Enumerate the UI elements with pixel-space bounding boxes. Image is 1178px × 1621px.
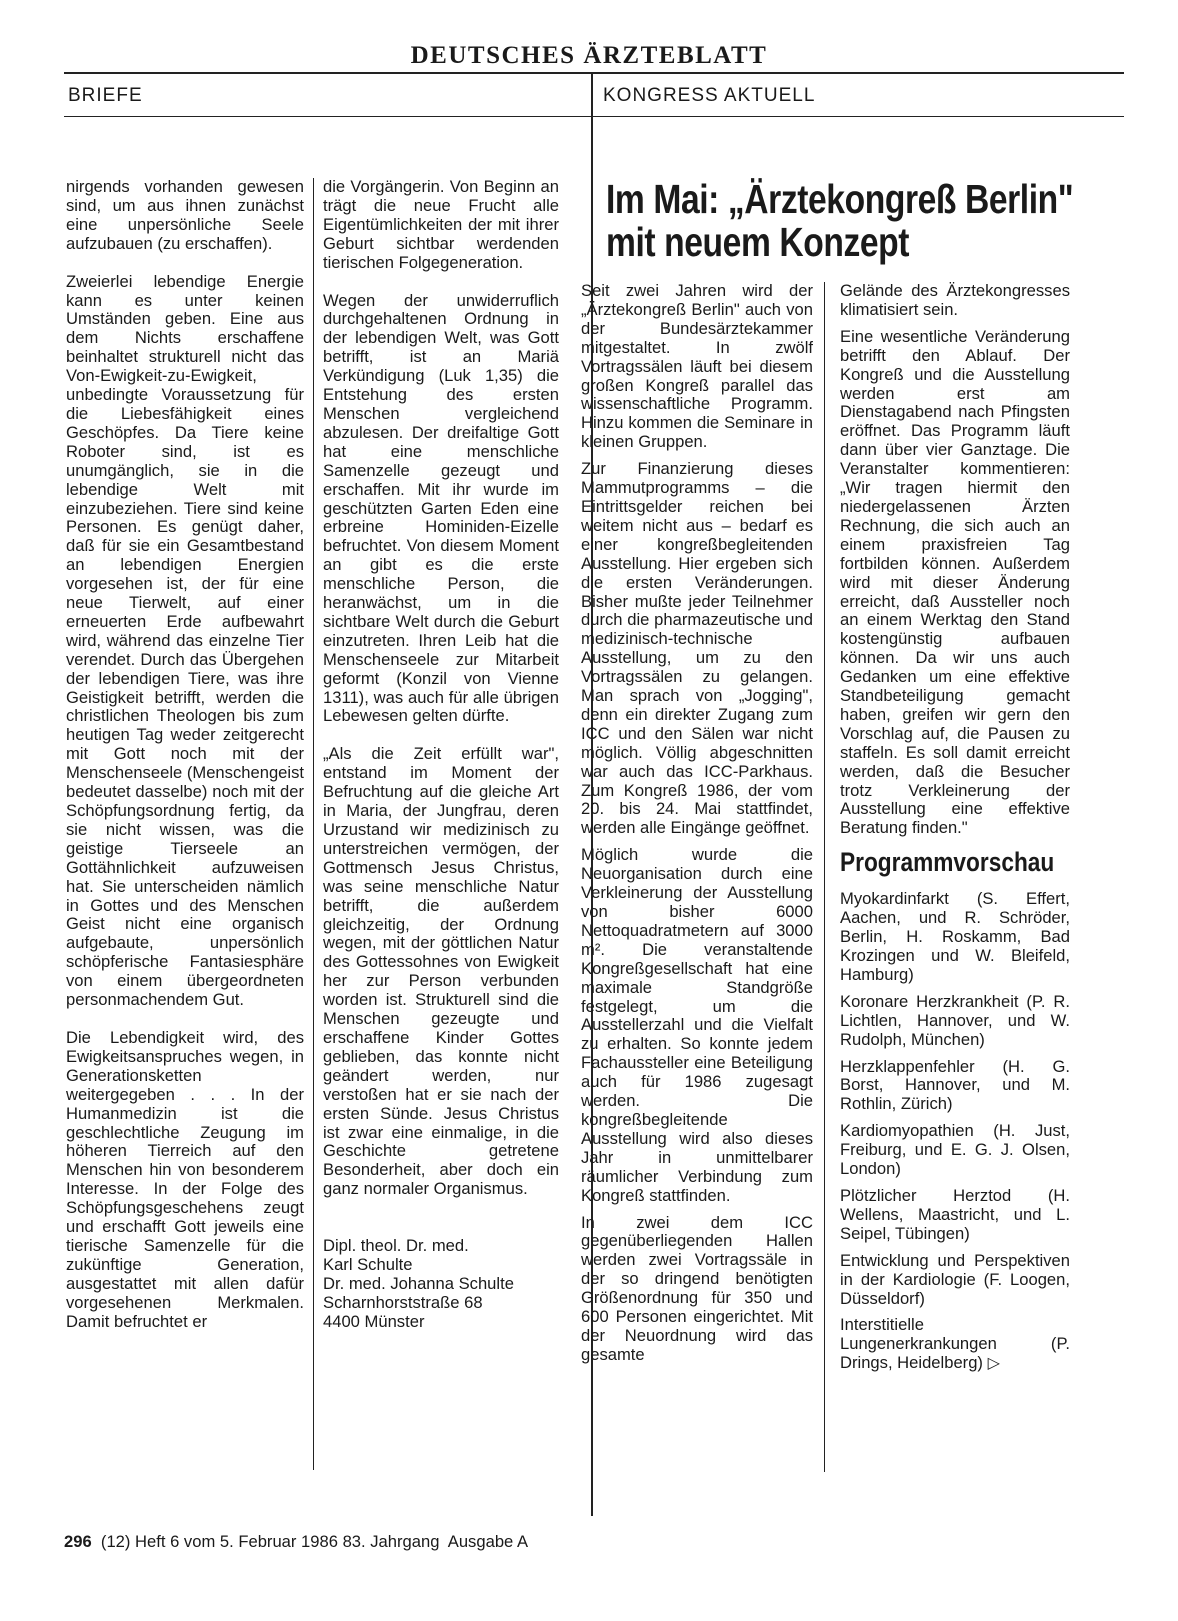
paragraph: In zwei dem ICC gegenüberliegenden Hallen werden zwei Vortragssäle in der so dringend benötigten Größenordnung für 350 und 600 Personen eingerichtet. Mit der Neuordnung wird das gesamte bbox=[581, 1212, 813, 1364]
program-item: Kardiomyopathien (H. Just, Freiburg, und E. G. J. Olsen, London) bbox=[840, 1121, 1070, 1179]
paragraph: Seit zwei Jahren wird der „Ärztekongreß Berlin" auch von der Bundesärztekammer mitgestaltet. In zwölf Vortragssälen läuft bei diesem großen Kongreß parallel das wissenschaftliche Programm. Hinzu kommen die Seminare in kleinen Gruppen. bbox=[581, 281, 813, 452]
program-item: Herzklappenfehler (H. G. Borst, Hannover, und M. Rothlin, Zürich) bbox=[840, 1056, 1070, 1114]
masthead-rule bbox=[64, 72, 1124, 74]
issue-info: (12) Heft 6 vom 5. Februar 1986 83. Jahrgang bbox=[100, 1532, 440, 1551]
page-footer bbox=[64, 1532, 528, 1552]
continue-arrow-icon: ▷ bbox=[987, 1355, 1000, 1373]
paragraph: Möglich wurde die Neuorganisation durch eine Verkleinerung der Ausstellung von bisher 6000 Nettoquadratmetern auf 3000 m². Die veranstaltende Kongreßgesellschaft hat eine maximale Standgröße festgelegt, um die Ausstellerzahl und die Vielfalt zu erhalten. So konnte jedem Fachaussteller eine Beteiligung auch für 1986 zugesagt werden. Die kongreßbegleitende Ausstellung wird also dieses Jahr in unmittelbarer räumlicher Verbindung zum Kongreß stattfinden. bbox=[581, 845, 813, 1205]
paragraph: Zur Finanzierung dieses Mammutprogramms – die Eintrittsgelder reichen bei weitem nicht aus – bedarf es einer kongreßbegleitenden Ausstellung. Hier ergeben sich die ersten Veränderungen. Bisher mußte jeder Teilnehmer durch die pharmazeutische und medizinisch-technische Ausstellung, um zu den Vortragssälen zu gelangen. Man sprach von „Jogging", denn ein direkter Zugang zum ICC und den Sälen war nicht möglich. Völlig abgeschnitten war auch das ICC-Parkhaus. Zum Kongreß 1986, der vom 20. bis 24. Mai stattfindet, werden alle Eingänge geöffnet. bbox=[581, 459, 813, 838]
letter-column-1 bbox=[66, 178, 304, 1350]
masthead: DEUTSCHES ÄRZTEBLATT bbox=[410, 42, 768, 69]
article-headline bbox=[606, 178, 1126, 264]
program-item-text: Interstitielle Lungenerkrankungen (P. Drings, Heidelberg) bbox=[840, 1315, 1070, 1373]
signature bbox=[323, 1237, 559, 1332]
letter-column-2 bbox=[323, 178, 559, 1332]
paragraph: nirgends vorhanden gewesen sind, um aus ihnen zunächst eine unpersönliche Seele aufzubauen (zu erschaffen). bbox=[66, 177, 304, 253]
paragraph: Eine wesentliche Veränderung betrifft den Ablauf. Der Kongreß und die Ausstellung werden erst am Dienstagabend nach Pfingsten eröffnet. Das Programm läuft dann über vier Ganztage. Die Veranstalter kommentieren: „Wir tragen hiermit den niedergelassenen Ärzten Rechnung, die sich auch an einem praxisfreien Tag fortbilden können. Außerdem wird mit dieser Änderung erreicht, daß Aussteller noch an einem Werktag den Stand kostengünstig aufbauen können. Da wir uns auch Gedanken um eine effektive Standbeteiligung gemacht haben, greifen wir gern den Vorschlag auf, die Pausen zu staffeln. Es soll damit erreicht werden, daß die Besucher trotz Verkleinerung der Ausstellung eine effektive Beratung finden." bbox=[840, 326, 1070, 838]
page-number: 296 bbox=[64, 1532, 92, 1551]
paragraph: „Als die Zeit erfüllt war", entstand im Moment der Befruchtung auf die gleiche Art in Maria, der Jungfrau, deren Urzustand wir medizinisch zu unterstreichen vermögen, der Gottmensch Jesus Christus, was seine menschliche Natur betrifft, die außerdem gleichzeitig, der Ordnung wegen, mit der göttlichen Natur des Gottessohnes von Ewigkeit her zur Person verbunden worden ist. Strukturell sind die Menschen gezeugte und erschaffene Kinder Gottes geblieben, das konnte nicht geändert werden, nur verstoßen hat er sie nach der ersten Sünde. Jesus Christus ist zwar eine einmalige, in die Geschichte getretene Besonderheit, aber doch ein ganz normaler Organismus. bbox=[323, 744, 559, 1199]
signature-line: Karl Schulte bbox=[323, 1255, 413, 1275]
paragraph: die Vorgängerin. Von Beginn an trägt die neue Frucht alle Eigentümlichkeiten der mit ihrer Geburt sichtbar werdenden tierischen Folgegeneration. bbox=[323, 177, 559, 272]
program-item: Plötzlicher Herztod (H. Wellens, Maastricht, und L. Seipel, Tübingen) bbox=[840, 1185, 1070, 1243]
paragraph: Die Lebendigkeit wird, des Ewigkeitsanspruches wegen, in Generationsketten weitergegeben . . . In der Humanmedizin ist die geschlechtliche Zeugung im höheren Tierreich auf den Menschen hin von besonderem Interesse. In der Folge des Schöpfungsgeschehens zeugt und erschafft Gott jeweils eine tierische Samenzelle für die zukünftige Generation, ausgestattet mit allen dafür vorgesehenen Merkmalen. Damit befruchtet er bbox=[66, 1027, 304, 1331]
section-label-congress: KONGRESS AKTUELL bbox=[603, 85, 816, 106]
paragraph: Gelände des Ärztekongresses klimatisiert sein. bbox=[840, 281, 1070, 319]
program-item: Koronare Herzkrankheit (P. R. Lichtlen, Hannover, und W. Rudolph, München) bbox=[840, 991, 1070, 1049]
section-rule bbox=[64, 116, 1124, 117]
column-divider bbox=[824, 282, 825, 1472]
headline-line: mit neuem Konzept bbox=[606, 219, 910, 265]
signature-line: Scharnhorststraße 68 bbox=[323, 1292, 483, 1312]
headline-line: Im Mai: „Ärztekongreß Berlin" bbox=[606, 176, 1074, 222]
paragraph: Wegen der unwiderruflich durchgehaltenen Ordnung in der lebendigen Welt, was Gott betrifft, ist an Mariä Verkündigung (Luk 1,35) die Entstehung des ersten Menschen vergleichend abzulesen. Der dreifaltige Gott hat eine menschliche Samenzelle gezeugt und erschaffen. Mit ihr wurde im geschützten Garten Eden eine erbreine Hominiden-Eizelle befruchtet. Von diesem Moment an gibt es die erste menschliche Person, die heranwächst, um in die sichtbare Welt durch die Geburt einzutreten. Ihren Leib hat die Menschenseele zur Mitarbeit geformt (Konzil von Vienne 1311), was auch für alle übrigen Lebewesen gelten dürfte. bbox=[323, 290, 559, 726]
signature-line: 4400 Münster bbox=[323, 1311, 425, 1331]
section-label-letters: BRIEFE bbox=[68, 85, 143, 106]
edition-label: Ausgabe A bbox=[447, 1532, 529, 1551]
program-item bbox=[840, 1316, 1070, 1374]
program-heading: Programmvorschau bbox=[840, 847, 1055, 878]
article-column-1 bbox=[581, 282, 813, 1373]
paragraph: Zweierlei lebendige Energie kann es unter keinen Umständen geben. Eine aus dem Nichts erschaffene beinhaltet strukturell nicht das Von-Ewigkeit-zu-Ewigkeit, unbedingte Voraussetzung für die Liebesfähigkeit eines Geschöpfes. Da Tiere keine Roboter sind, ist es unumgänglich, sie in die lebendige Welt mit einzubeziehen. Tiere sind keine Personen. Es genügt daher, daß für sie ein Gesamtbestand an lebendigen Energien vorgesehen ist, der für eine neue Tierwelt, auf einer erneuerten Erde aufbewahrt wird, während das einzelne Tier verendet. Durch das Übergehen der lebendigen Tiere, was ihre Geistigkeit betrifft, werden die christlichen Theologen bis zum heutigen Tag weder zeitgerecht mit Gott noch mit der Menschenseele (Menschengeist bedeutet dasselbe) noch mit der Schöpfungsordnung fertig, da sie nicht wissen, was die geistige Tierseele an Gottähnlichkeit aufzuweisen hat. Sie unterscheiden nämlich in Gottes und des Menschen Geist nicht eine organisch aufgebaute, unpersönlich schöpferische Fantasiesphäre von einem übergeordneten personmachendem Gut. bbox=[66, 271, 304, 1010]
program-item: Myokardinfarkt (S. Effert, Aachen, und R. Schröder, Berlin, H. Roskamm, Bad Krozingen und W. Bleifeld, Hamburg) bbox=[840, 889, 1070, 984]
column-divider bbox=[313, 178, 314, 1470]
article-column-2 bbox=[840, 282, 1070, 1374]
program-item: Entwicklung und Perspektiven in der Kardiologie (F. Loogen, Düsseldorf) bbox=[840, 1250, 1070, 1308]
signature-line: Dipl. theol. Dr. med. bbox=[323, 1236, 469, 1256]
signature-line: Dr. med. Johanna Schulte bbox=[323, 1273, 514, 1293]
